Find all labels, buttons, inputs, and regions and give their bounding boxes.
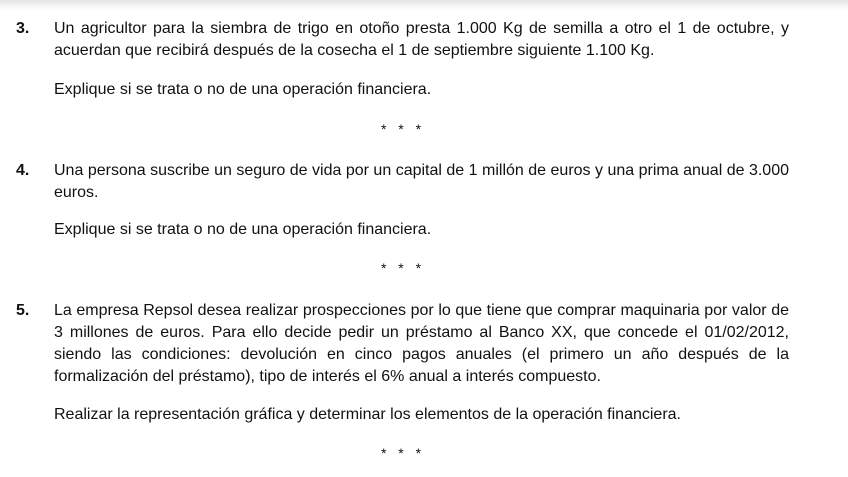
separator-stars: * * * xyxy=(380,260,426,276)
exercise-statement: Una persona suscribe un seguro de vida por un capital de 1 millón de euros y una prima anual de 3.000 euros. xyxy=(54,162,789,201)
exercise-question: Explique si se trata o no de una operación financiera. xyxy=(54,81,432,98)
exercise-statement: La empresa Repsol desea realizar prospecciones por lo que tiene que comprar maquinaria por valor de 3 millones de euros. Para ello decide pedir un préstamo al Banco XX, que concede el 01/02/2012, siendo las condiciones: devolución en cinco pagos anuales (el primero un año después de la formalización del préstamo), tipo de interés el 6% anual a interés compuesto. xyxy=(54,302,789,385)
exercise-number: 5. xyxy=(16,302,30,319)
exercise-statement: Un agricultor para la siembra de trigo en otoño presta 1.000 Kg de semilla a otro el 1 de octubre, y acuerdan que recibirá después de la cosecha el 1 de septiembre siguiente 1.100 Kg. xyxy=(54,20,789,59)
separator-stars: * * * xyxy=(380,121,426,137)
top-edge-shadow xyxy=(0,0,848,10)
exercise-question: Explique si se trata o no de una operación financiera. xyxy=(54,221,432,238)
separator-stars: * * * xyxy=(380,445,426,461)
exercise-number: 3. xyxy=(16,20,30,37)
exercise-question: Realizar la representación gráfica y determinar los elementos de la operación financiera. xyxy=(54,406,681,423)
exercise-number: 4. xyxy=(16,162,30,179)
